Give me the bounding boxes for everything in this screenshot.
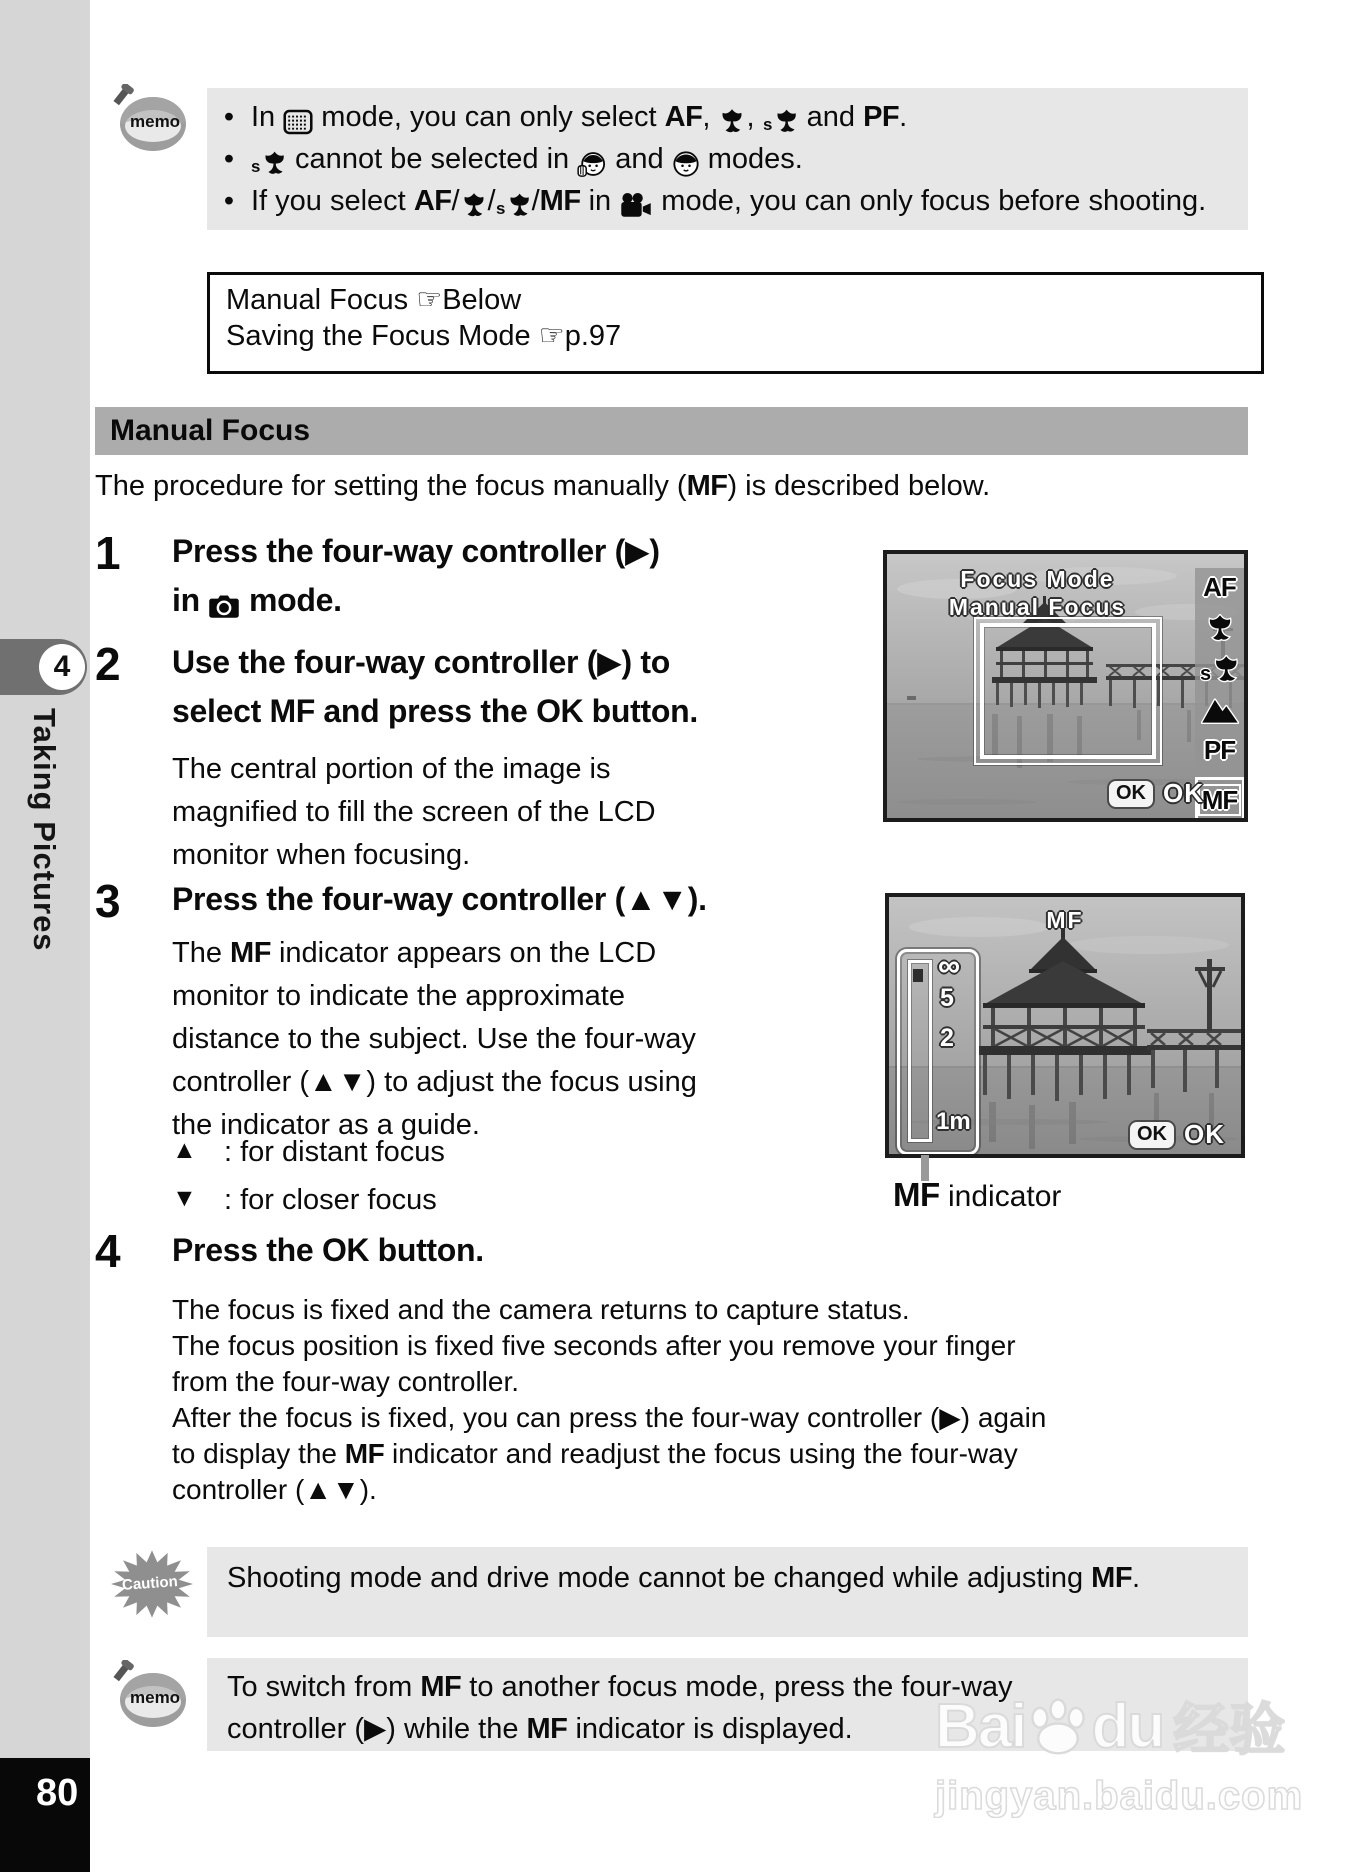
keyword: MF: [539, 185, 581, 217]
up-arrow-icon: ▲: [172, 1136, 197, 1164]
bullet-marker: •: [223, 101, 235, 133]
legend-text: : for distant focus: [224, 1136, 445, 1168]
section-title: Manual Focus: [110, 414, 311, 447]
macro-icon: [460, 192, 488, 220]
keyword: OK: [321, 1232, 369, 1268]
legend-closer-focus: [172, 1184, 437, 1217]
step-body: The focus is fixed and the camera returns to capture status. The focus position is fixed five seconds after you remove your finger from the four-way controller. After the focus is fixed, you can press the four-way controller (▶) again to display the MF indicator and readjust the focus using the four-way controller (▲▼).: [172, 1294, 1047, 1505]
super-macro-icon: [251, 150, 287, 178]
screen-title-line1: Focus Mode: [960, 566, 1115, 592]
step-heading: Press the four-way controller (▲▼).: [172, 881, 707, 917]
focus-frame-inner: [980, 623, 1156, 759]
svg-text:s: s: [1199, 663, 1211, 685]
watermark-suffix: 经验: [1173, 1698, 1286, 1763]
bullet-marker: •: [223, 185, 235, 217]
mf-indicator: [897, 949, 979, 1155]
ok-button: OK: [1109, 781, 1153, 807]
chapter-number-badge: [39, 644, 85, 690]
intro-paragraph: The procedure for setting the focus manually (MF) is described below.: [95, 470, 991, 502]
legend-text: : for closer focus: [224, 1184, 437, 1216]
memo-bullet-text: s cannot be selected in and modes.: [251, 138, 1248, 180]
legend-distant-focus: [172, 1136, 445, 1169]
super-macro-icon: [1200, 655, 1240, 685]
super-macro-icon: [763, 108, 799, 136]
keyword: AF: [664, 101, 703, 133]
ok-label: OK: [1163, 778, 1204, 808]
chapter-tab: [0, 639, 87, 695]
caution-note-box: Shooting mode and drive mode cannot be changed while adjusting MF.: [207, 1547, 1248, 1637]
svg-text:s: s: [495, 198, 505, 218]
memo-badge-label: memo: [130, 1688, 181, 1707]
chapter-title-vertical: Taking Pictures: [27, 708, 62, 952]
camera-icon: [208, 593, 240, 619]
reference-box: [207, 272, 1264, 374]
menu-item-pf: PF: [1203, 735, 1236, 765]
watermark-url: jingyan.baidu.com: [935, 1774, 1304, 1818]
keyword: OK: [536, 693, 584, 729]
memo-bullet-row: [207, 138, 1248, 180]
section-header-bar: [95, 407, 1248, 455]
step-body: The MF indicator appears on the LCD monitor to indicate the approximate distance to the subject. Use the four-way controller (▲▼) to adjust the focus using the indicator as a guide.: [172, 937, 697, 1141]
step-number: 1: [95, 527, 121, 579]
ok-button: OK: [1130, 1122, 1174, 1148]
keyword: MF: [1091, 1562, 1133, 1594]
reference-line: Manual Focus ☞Below: [226, 284, 522, 316]
memo-bullet-text: In mode, you can only select AF, , s and PF.: [251, 96, 1248, 138]
chapter-number: 4: [53, 650, 71, 683]
portrait-icon: [672, 150, 700, 178]
caution-badge-label: Caution: [121, 1573, 179, 1594]
keyword: AF: [413, 185, 452, 217]
page-number: 80: [36, 1772, 79, 1814]
scale-5: 5: [940, 984, 954, 1012]
memo-icon: [108, 84, 192, 156]
screen-title-mf: MF: [1046, 907, 1084, 933]
grid-icon: [283, 109, 313, 135]
ok-label: OK: [1184, 1119, 1225, 1149]
memo-icon: [108, 1660, 192, 1732]
memo-bullet-row: [207, 96, 1248, 138]
ok-button-hint: [1109, 778, 1204, 809]
memo-badge-label: memo: [130, 112, 181, 131]
step-number: 4: [95, 1225, 121, 1277]
watermark-brand-left: Bai: [935, 1691, 1026, 1761]
macro-icon: [1204, 614, 1236, 644]
caution-icon: [110, 1549, 194, 1621]
step-heading: Press the four-way controller (▶) in mode.: [172, 533, 660, 618]
watermark-brand-right: du: [1091, 1691, 1164, 1761]
reference-line: Saving the Focus Mode ☞p.97: [226, 320, 622, 352]
caption-text: indicator: [939, 1180, 1062, 1213]
mf-slider: [913, 969, 923, 982]
step-heading: Use the four-way controller (▶) to select MF and press the OK button.: [172, 644, 698, 729]
mf-distance-bar: [908, 960, 932, 1142]
screen-title-line2: Manual Focus: [948, 594, 1127, 620]
super-macro-icon: [496, 192, 532, 220]
keyword: MF: [526, 1713, 568, 1745]
scale-2: 2: [940, 1024, 954, 1052]
menu-item-mf: MF: [1198, 784, 1242, 816]
menu-item-af: AF: [1203, 572, 1236, 602]
keyword: MF: [269, 693, 315, 729]
infinity-landscape-icon: [1201, 696, 1239, 724]
keyword: MF: [230, 937, 271, 969]
page-number-box: [0, 1758, 90, 1872]
svg-text:s: s: [251, 156, 261, 176]
keyword: MF: [344, 1438, 385, 1469]
keyword: MF: [686, 470, 728, 502]
memo-note-box-bottom: To switch from MF to another focus mode, press the four-way controller (▶) while the MF indicator is displayed.: [207, 1658, 1248, 1751]
keyword: PF: [863, 101, 900, 133]
step-body: The central portion of the image is magnified to fill the screen of the LCD monitor when focusing.: [172, 753, 656, 871]
lcd-screenshot-focus-mode: [883, 550, 1248, 822]
macro-icon: [718, 108, 746, 136]
svg-text:s: s: [762, 114, 772, 134]
down-arrow-icon: ▼: [172, 1184, 197, 1212]
caption-keyword: MF: [893, 1176, 940, 1213]
memo-bullet-text: If you select AF/ / s /MF in mode, you can only focus before shooting.: [251, 180, 1248, 222]
scale-infinity: ∞: [938, 948, 961, 983]
focus-frame: [974, 617, 1162, 765]
ok-button-hint: [1130, 1119, 1225, 1150]
step-number: 3: [95, 875, 121, 927]
step-heading: Press the OK button.: [172, 1232, 484, 1268]
bullet-marker: •: [223, 143, 235, 175]
movie-icon: [619, 192, 653, 220]
self-portrait-icon: [577, 150, 607, 178]
mf-indicator-caption: [893, 1176, 1061, 1214]
step-number: 2: [95, 638, 121, 690]
keyword: MF: [420, 1671, 462, 1703]
lcd-screenshot-mf-indicator: [885, 893, 1245, 1158]
memo-bullet-row: [207, 180, 1248, 222]
memo-note-box: [207, 88, 1248, 230]
scale-1m: 1m: [936, 1108, 971, 1135]
